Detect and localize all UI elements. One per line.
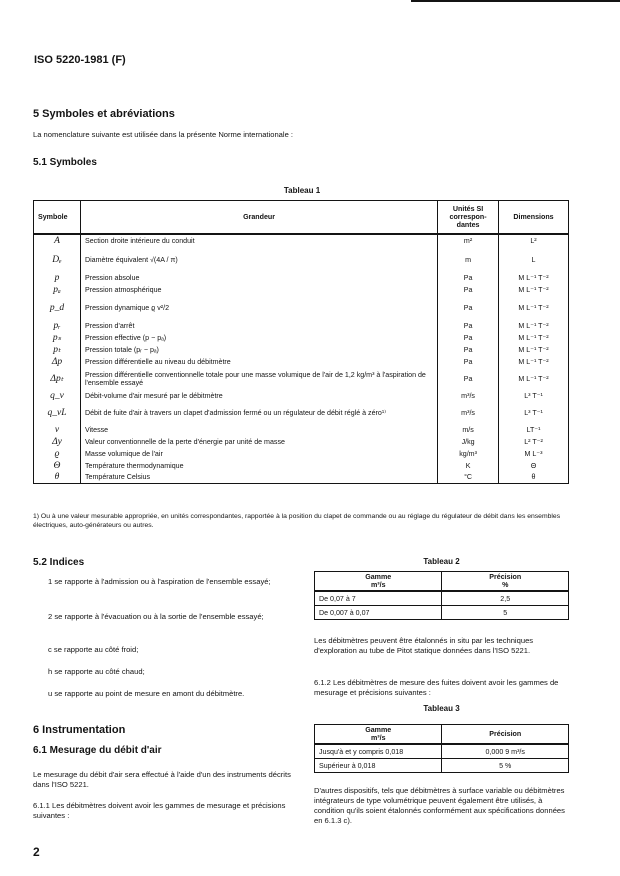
t2-header-range: Gamme m³/s [315, 572, 442, 592]
dimension-cell: M L⁻¹ T⁻² [499, 284, 569, 296]
section-5-intro: La nomenclature suivante est utilisée dans la présente Norme internationale : [33, 130, 294, 139]
precision-table-3 [314, 724, 569, 773]
symbol-cell: A [34, 234, 81, 248]
unit-cell: °C [438, 472, 499, 484]
dimension-cell: M L⁻¹ T⁻² [499, 320, 569, 332]
table-2-caption: Tableau 2 [423, 557, 460, 566]
symbol-cell: pₜ [34, 344, 81, 356]
table-row [315, 759, 569, 773]
dimension-cell: LT⁻¹ [499, 424, 569, 436]
table-row [34, 248, 569, 272]
symbol-cell: Δp [34, 356, 81, 368]
unit-cell: Pa [438, 332, 499, 344]
symbol-cell: q_v [34, 390, 81, 402]
unit-cell: Pa [438, 344, 499, 356]
symbol-cell: pₛ [34, 332, 81, 344]
table-row [34, 436, 569, 448]
symbol-cell: q_vL [34, 402, 81, 424]
index-item: c se rapporte au côté froid; [48, 645, 139, 654]
dimension-cell: Θ [499, 460, 569, 472]
symbol-cell: pₐ [34, 284, 81, 296]
dimension-cell: M L⁻¹ T⁻² [499, 344, 569, 356]
table-row [34, 448, 569, 460]
dimension-cell: L³ T⁻¹ [499, 390, 569, 402]
quantity-cell: Pression absolue [80, 272, 437, 284]
precision-table-2 [314, 571, 569, 620]
t3-precision: 0,000 9 m³/s [442, 744, 569, 759]
dimension-cell: L² T⁻² [499, 436, 569, 448]
index-item: u se rapporte au point de mesure en amont du débitmètre. [48, 689, 245, 698]
unit-cell: Pa [438, 356, 499, 368]
t2-range: De 0,07 à 7 [315, 591, 442, 606]
header-units: Unités SI correspon- dantes [438, 201, 499, 234]
table-row [34, 460, 569, 472]
quantity-cell: Pression effective (p − pₐ) [80, 332, 437, 344]
quantity-cell: Vitesse [80, 424, 437, 436]
unit-cell: m [438, 248, 499, 272]
symbol-cell: p [34, 272, 81, 284]
t3-header-precision: Précision [442, 725, 569, 745]
header-rule [411, 0, 620, 2]
dimension-cell: M L⁻¹ T⁻² [499, 356, 569, 368]
table-row [34, 234, 569, 248]
quantity-cell: Pression totale (pᵣ − pₐ) [80, 344, 437, 356]
t2-precision: 2,5 [442, 591, 569, 606]
header-symbol: Symbole [34, 201, 81, 234]
section-6-1-para: Le mesurage du débit d'air sera effectué à l'aide d'un des instruments décrits dans l'ISO 5221. [33, 770, 291, 789]
index-item: h se rapporte au côté chaud; [48, 667, 145, 676]
dimension-cell: M L⁻³ [499, 448, 569, 460]
unit-cell: Pa [438, 320, 499, 332]
dimension-cell: M L⁻¹ T⁻² [499, 368, 569, 390]
quantity-cell: Pression différentielle au niveau du débitmètre [80, 356, 437, 368]
table-row [315, 744, 569, 759]
quantity-cell: Débit de fuite d'air à travers un clapet d'admission fermé ou un régulateur de débit réglé à zéro¹⁾ [80, 402, 437, 424]
section-6-1-1-para: 6.1.1 Les débitmètres doivent avoir les gammes de mesurage et précisions suivantes : [33, 801, 286, 820]
section-6-1-title: 6.1 Mesurage du débit d'air [33, 745, 162, 756]
t3-range: Jusqu'à et y compris 0,018 [315, 744, 442, 759]
unit-cell: m³/s [438, 390, 499, 402]
dimension-cell: L [499, 248, 569, 272]
section-5-1-title: 5.1 Symboles [33, 157, 97, 168]
dimension-cell: L² [499, 234, 569, 248]
table-row [34, 296, 569, 320]
table-row [315, 606, 569, 620]
pitot-para: Les débitmètres peuvent être étalonnés in situ par les techniques d'exploration au tube de Pitot statique données dans l'ISO 5221. [314, 636, 534, 655]
unit-cell: J/kg [438, 436, 499, 448]
table-3-caption: Tableau 3 [423, 704, 460, 713]
quantity-cell: Débit-volume d'air mesuré par le débitmètre [80, 390, 437, 402]
dimension-cell: M L⁻¹ T⁻² [499, 332, 569, 344]
symbol-cell: v [34, 424, 81, 436]
header-quantity: Grandeur [80, 201, 437, 234]
symbol-cell: Θ [34, 460, 81, 472]
unit-cell: kg/m³ [438, 448, 499, 460]
quantity-cell: Diamètre équivalent √(4A / π) [80, 248, 437, 272]
section-5-2-title: 5.2 Indices [33, 557, 85, 568]
section-6-1-2-para: 6.1.2 Les débitmètres de mesure des fuites doivent avoir les gammes de mesurage et précisions suivantes : [314, 678, 559, 697]
t3-precision: 5 % [442, 759, 569, 773]
t2-header-precision: Précision % [442, 572, 569, 592]
t3-range: Supérieur à 0,018 [315, 759, 442, 773]
t3-header-range: Gamme m³/s [315, 725, 442, 745]
symbol-cell: Dₑ [34, 248, 81, 272]
index-item: 1 se rapporte à l'admission ou à l'aspiration de l'ensemble essayé; [48, 577, 271, 586]
document-id: ISO 5220-1981 (F) [34, 54, 126, 66]
table-1-footnote: 1) Ou à une valeur mesurable appropriée, en unités correspondantes, rapportée à la position du clapet de commande ou au réglage du régulateur de débit dans les ensembles électriques, auto-générateurs ou autres. [33, 513, 561, 529]
table-row [315, 591, 569, 606]
table-row [34, 472, 569, 484]
table-row [34, 390, 569, 402]
table-row [34, 424, 569, 436]
table-row [34, 332, 569, 344]
symbol-cell: Δpₜ [34, 368, 81, 390]
table-row [34, 284, 569, 296]
table-row [34, 344, 569, 356]
symbol-cell: ϱ [34, 448, 81, 460]
section-6-title: 6 Instrumentation [33, 724, 126, 736]
quantity-cell: Température thermodynamique [80, 460, 437, 472]
unit-cell: Pa [438, 368, 499, 390]
unit-cell: K [438, 460, 499, 472]
quantity-cell: Pression atmosphérique [80, 284, 437, 296]
table-row [34, 356, 569, 368]
symbol-cell: θ [34, 472, 81, 484]
index-item: 2 se rapporte à l'évacuation ou à la sortie de l'ensemble essayé; [48, 612, 264, 621]
quantity-cell: Pression différentielle conventionnelle totale pour une masse volumique de l'air de 1,2 kg/m³ à l'aspiration de l'ensemble essayé [80, 368, 437, 390]
dimension-cell: M L⁻¹ T⁻² [499, 272, 569, 284]
table-row [34, 402, 569, 424]
table-row [34, 320, 569, 332]
symbol-cell: Δy [34, 436, 81, 448]
symbol-cell: pᵣ [34, 320, 81, 332]
unit-cell: Pa [438, 272, 499, 284]
table-row [34, 368, 569, 390]
symbols-table [33, 200, 569, 484]
t2-precision: 5 [442, 606, 569, 620]
unit-cell: m³/s [438, 402, 499, 424]
quantity-cell: Masse volumique de l'air [80, 448, 437, 460]
unit-cell: m² [438, 234, 499, 248]
table-row [34, 272, 569, 284]
header-dimensions: Dimensions [499, 201, 569, 234]
dimension-cell: θ [499, 472, 569, 484]
t2-range: De 0,007 à 0,07 [315, 606, 442, 620]
quantity-cell: Valeur conventionnelle de la perte d'énergie par unité de masse [80, 436, 437, 448]
quantity-cell: Section droite intérieure du conduit [80, 234, 437, 248]
quantity-cell: Température Celsius [80, 472, 437, 484]
other-devices-para: D'autres dispositifs, tels que débitmètres à surface variable ou débitmètres intégrateurs de type volumétrique peuvent également être utilisés, à condition qu'ils soient étalonnés conformément aux spécifications données en 6.1.3 c). [314, 786, 565, 825]
quantity-cell: Pression d'arrêt [80, 320, 437, 332]
unit-cell: Pa [438, 284, 499, 296]
table-1-caption: Tableau 1 [283, 186, 321, 195]
symbol-cell: p_d [34, 296, 81, 320]
quantity-cell: Pression dynamique ϱ v²/2 [80, 296, 437, 320]
section-5-title: 5 Symboles et abréviations [33, 108, 175, 120]
dimension-cell: M L⁻¹ T⁻² [499, 296, 569, 320]
unit-cell: m/s [438, 424, 499, 436]
dimension-cell: L³ T⁻¹ [499, 402, 569, 424]
unit-cell: Pa [438, 296, 499, 320]
page-number: 2 [33, 845, 40, 859]
